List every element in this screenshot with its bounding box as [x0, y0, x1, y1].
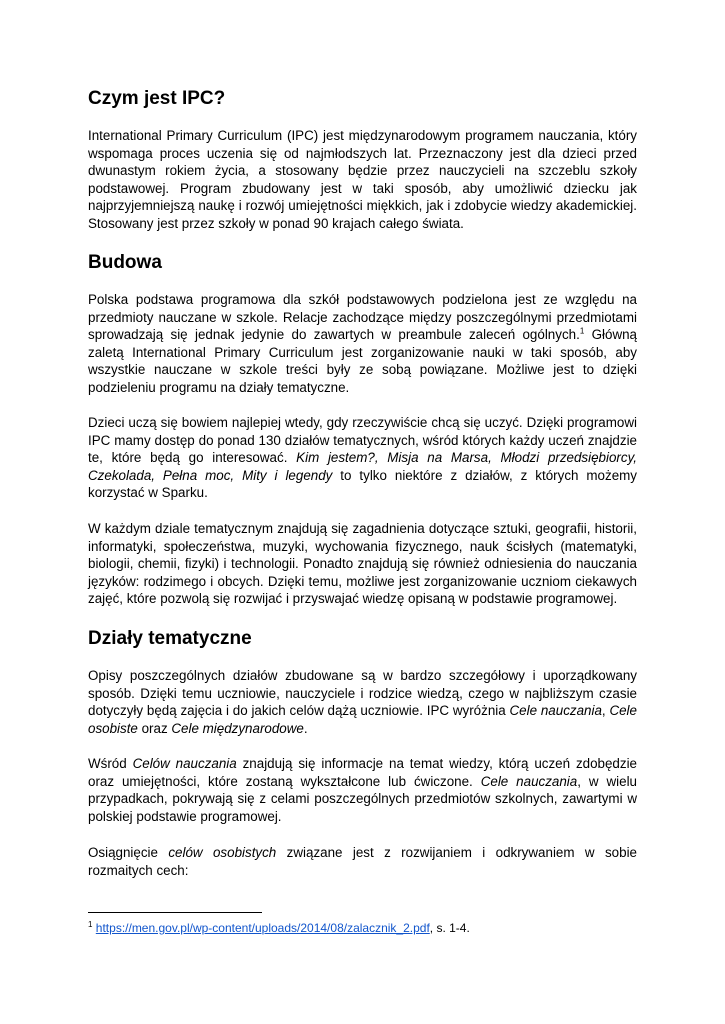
footnote-link[interactable]: https://men.gov.pl/wp-content/uploads/2014/08/zalacznik_2.pdf [95, 921, 430, 935]
paragraph-budowa-2: Dzieci uczą się bowiem najlepiej wtedy, gdy rzeczywiście chcą się uczyć. Dzięki programowi IPC mamy dostęp do ponad 130 działów tematycznych, wśród których każdy uczeń znajdzie te, które będą go interesować. Kim jestem?, Misja na Marsa, Młodzi przedsiębiorcy, Czekolada, Pełna moc, Mity i legendy to tylko niektóre z działów, z których możemy korzystać w Sparku. [88, 415, 637, 501]
footnote-number: 1 [88, 920, 93, 929]
paragraph-budowa-1: Polska podstawa programowa dla szkół podstawowych podzielona jest ze względu na przedmioty nauczane w szkole. Relacje zachodzące między poszczególnymi przedmiotami sprowadzają się jednak jedynie do zawartych w preambule zaleceń ogólnych.$^1$ Główną zaletą International Primary Curriculum jest zorganizowanie nauki w taki sposób, aby wszystkie nauczane w szkole treści były ze sobą powiązane. Możliwe jest to dzięki podzieleniu programu na działy tematyczne. [88, 292, 638, 395]
footnote-ref[interactable]: 1 [579, 326, 585, 336]
heading-dzialy-tematyczne: Działy tematyczne [88, 628, 252, 649]
heading-budowa: Budowa [88, 252, 162, 273]
paragraph-dzialy-2: Wśród Celów nauczania znajdują się informacje na temat wiedzy, którą uczeń zdobędzie oraz umiejętności, które zostaną wykształcone lub ćwiczone. Cele nauczania, w wielu przypadkach, pokrywają się z celami poszczególnych przedmiotów szkolnych, zawartymi w polskiej podstawie programowej. [88, 756, 638, 824]
footnote-separator [88, 912, 262, 913]
paragraph-ipc-intro: International Primary Curriculum (IPC) jest międzynarodowym programem nauczania, który wspomaga proces uczenia się od najmłodszych lat. Przeznaczony jest dla dzieci przed dwunastym rokiem życia, a stosowany będzie przez nauczycieli na szczeblu szkoły podstawowej. Program zbudowany jest w taki sposób, aby umożliwić dziecku jak najprzyjemniejszą naukę i rozwój umiejętności miękkich, jak i zdobycie wiedzy akademickiej. Stosowany jest przez szkoły w ponad 90 krajach całego świata. [88, 128, 637, 231]
paragraph-dzialy-3: Osiągnięcie celów osobistych związane jest z rozwijaniem i odkrywaniem w sobie rozmaitych cech: [88, 845, 637, 878]
paragraph-budowa-3: W każdym dziale tematycznym znajdują się zagadnienia dotyczące sztuki, geografii, historii, informatyki, społeczeństwa, muzyki, wychowania fizycznego, nauk ścisłych (matematyki, biologii, chemii, fizyki) i technologii. Ponadto znajdują się również odniesienia do nauczania języków: rodzimego i obcych. Dzięki temu, możliwe jest zorganizowanie uczniom ciekawych zajęć, które pozwolą się rozwijać i przyswajać wiedzę opisaną w podstawie programowej. [88, 521, 637, 607]
heading-czym-jest-ipc: Czym jest IPC? [88, 88, 226, 109]
footnote-suffix: , s. 1-4. [429, 921, 470, 935]
paragraph-dzialy-1: Opisy poszczególnych działów zbudowane są w bardzo szczegółowy i uporządkowany sposób. Dzięki temu uczniowie, nauczyciele i rodzice wiedzą, czego w najbliższym czasie dotyczyły będą zajęcia i do jakich celów dążą uczniowie. IPC wyróżnia Cele nauczania, Cele osobiste oraz Cele międzynarodowe. [88, 668, 637, 736]
footnote [88, 921, 637, 936]
